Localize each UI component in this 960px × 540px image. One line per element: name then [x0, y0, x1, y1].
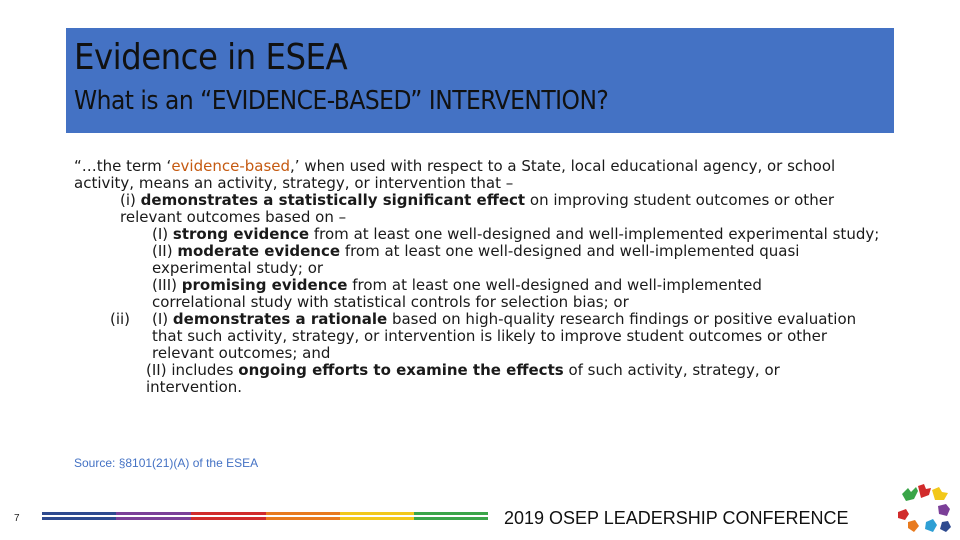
- clause-III: [74, 277, 894, 311]
- clause-text: from at least one well-designed and well-implemented quasi experimental study; or: [152, 242, 800, 277]
- clause-bold: demonstrates a statistically significant effect: [140, 191, 526, 209]
- clause-text: from at least one well-designed and well-implemented experimental study;: [313, 225, 880, 243]
- clause-I: [74, 226, 894, 243]
- clause-bold: demonstrates a rationale: [172, 310, 388, 328]
- clause-number: (I): [152, 310, 169, 328]
- stripe-navy: [42, 512, 116, 522]
- stripe-red: [191, 512, 266, 522]
- clause-i: [74, 192, 894, 226]
- clause-ii-I: [152, 311, 894, 362]
- conference-name: 2019 OSEP LEADERSHIP CONFERENCE: [504, 508, 849, 528]
- intro-text-rest: ,’ when used with respect to a State, local educational agency, or school activity, means an activity, strategy, or intervention that –: [74, 157, 836, 192]
- intro-paragraph: [74, 158, 894, 192]
- clause-text: based on high-quality research findings or positive evaluation that such activity, strategy, or intervention is likely to improve student outcomes or other relevant outcomes; and: [152, 310, 857, 362]
- clause-ii: [74, 311, 894, 362]
- clause-ii-II: [74, 362, 894, 396]
- intro-text: “…the term ‘: [74, 157, 172, 175]
- definition-text: [74, 158, 894, 396]
- stripe-orange: [266, 512, 340, 522]
- slide-subtitle: What is an “EVIDENCE-BASED” INTERVENTION?: [74, 86, 609, 116]
- source-citation: Source: §8101(21)(A) of the ESEA: [74, 456, 259, 470]
- clause-number: (II): [152, 242, 173, 260]
- stripe-purple: [116, 512, 191, 522]
- clause-bold: strong evidence: [172, 225, 310, 243]
- clause-number: (ii): [110, 310, 131, 328]
- clause-text: (II) includes: [146, 361, 234, 379]
- clause-bold: moderate evidence: [177, 242, 341, 260]
- clause-number: (I): [152, 225, 169, 243]
- clause-text: of such activity, strategy, or intervention.: [146, 361, 780, 396]
- stripe-yellow: [340, 512, 414, 522]
- clause-text: from at least one well-designed and well-implemented correlational study with statistical controls for selection bias; or: [152, 276, 762, 311]
- clause-bold: ongoing efforts to examine the effects: [238, 361, 564, 379]
- colorful-hands-logo-icon: [892, 482, 956, 538]
- slide-title: Evidence in ESEA: [74, 37, 348, 78]
- highlighted-term: evidence-based: [171, 157, 291, 175]
- clause-number: (III): [152, 276, 177, 294]
- stripe-green: [414, 512, 488, 522]
- clause-bold: promising evidence: [181, 276, 348, 294]
- clause-text: on improving student outcomes or other relevant outcomes based on –: [120, 191, 835, 226]
- clause-number: (i): [120, 191, 136, 209]
- clause-II: [74, 243, 894, 277]
- page-number: 7: [14, 513, 20, 524]
